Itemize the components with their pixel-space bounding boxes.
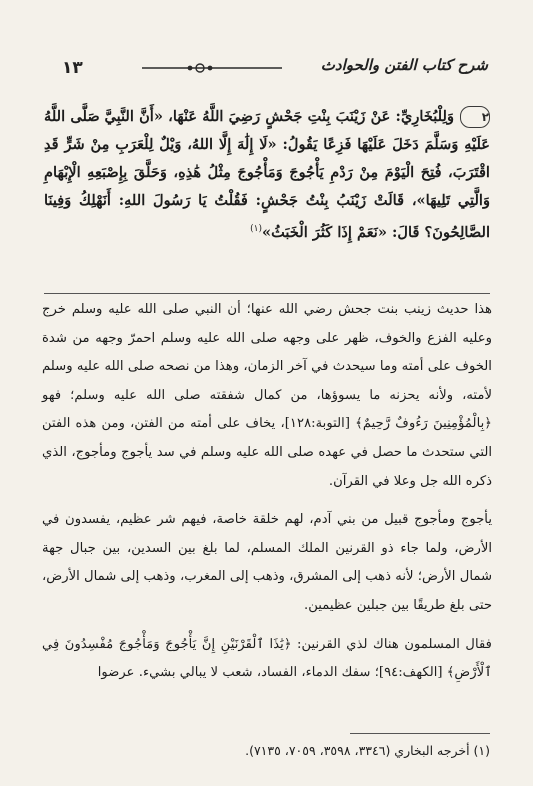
hadith-number-badge: ٢ xyxy=(460,106,490,128)
running-header xyxy=(62,52,488,82)
paragraph-1-line-7: ذكره الله جل وعلا في القرآن. xyxy=(328,473,492,489)
commentary-paragraph-2 xyxy=(42,506,492,620)
paragraph-3-line-1: فقال المسلمون هناك لذي القرنين: ﴿يَٰذَا ٱلْقَرْنَيْنِ إِنَّ يَأْجُوجَ وَمَأْجُوجَ مُفْسِدُونَ xyxy=(64,636,492,652)
commentary-paragraph-1 xyxy=(42,290,492,496)
hadith-text xyxy=(44,103,490,247)
paragraph-1-line-3: على أمته وما سيحدث في آخر الزمان، وهذا من نصحه صلى الله عليه وسلم لأمته، xyxy=(42,359,492,403)
paragraph-2-line-4: وذهب إلى شمال الأرض، حتى بلغ طريقًا بين جبلين عظيمين. xyxy=(42,569,492,613)
paragraph-3-line-2: فِي ٱلْأَرْضِ﴾ [الكهف:٩٤]؛ سفك الدماء، الفساد، شعب لا يبالي بشيء. عرضوا xyxy=(42,636,492,681)
page-number: ١٣ xyxy=(62,58,83,78)
hadith-line-2: صَلَّى اللَّهُ عَلَيْهِ وَسَلَّمَ دَخَلَ عَلَيْهَا فَزِعًا يَقُولُ: «لَا إِلَٰهَ إِلَّا اللهُ، وَيْلٌ لِلْعَرَبِ مِنْ شَرٍّ قَدِ xyxy=(44,108,490,153)
header-ornament-icon xyxy=(142,61,282,75)
commentary-paragraph-3 xyxy=(42,631,492,688)
paragraph-2-line-2: يفسدون في الأرض، ولما جاء ذو القرنين الملك المسلم، لما بلغ بين السدين، xyxy=(42,512,493,556)
header-title: شرح كتاب الفتن والحوادث xyxy=(320,56,488,74)
paragraph-2-line-1: يأجوج ومأجوج قبيل من بني آدم، لهم خلقة خاصة، فيهم شر عظيم، xyxy=(115,512,492,528)
paragraph-1-line-6: التي ستحدث ما حصل في عهده صلى الله عليه وسلم في سد يأجوج ومأجوج، الذي xyxy=(42,444,492,460)
hadith-line-4: وَالَّتِي تَلِيهَا»، قَالَتْ زَيْنَبُ بِنْتُ جَحْشٍ: فَقُلْتُ يَا رَسُولَ اللهِ: أَنَهْلِكُ وَفِينَا xyxy=(44,192,490,209)
paragraph-1-line-1: هذا حديث زينب بنت جحش رضي الله عنها؛ أن النبي صلى الله عليه وسلم خرج xyxy=(42,302,492,317)
hadith-line-1: وَلِلْبُخَارِيِّ: عَنْ زَيْنَبَ بِنْتِ جَحْشٍ رَضِيَ اللَّهُ عَنْهَا، «أَنَّ النَّبِيَّ xyxy=(104,108,455,125)
footnote-separator xyxy=(350,733,490,734)
paragraph-1-line-5: رَءُوفٌ رَّحِيمٌ﴾ [التوبة:١٢٨]، يخاف على أمته من الفتن، ومن هذه الفتن xyxy=(42,416,428,432)
paragraph-1-line-2: وعليه الفزع والخوف، ظهر على وجهه صلى الله عليه وسلم احمرّ وجهه من شدة الخوف xyxy=(42,330,492,375)
hadith-line-3: اقْتَرَبَ، فُتِحَ الْيَوْمَ مِنْ رَدْمِ يَأْجُوجَ وَمَأْجُوجَ مِثْلُ هَٰذِهِ، وَحَلَّقَ بِإِصْبَعِهِ الْإِبْهَامِ xyxy=(44,164,490,181)
footnote-reference: (١) xyxy=(250,224,262,234)
footnote: (١) أخرجه البخاري (٣٣٤٦، ٣٥٩٨، ٧٠٥٩، ٧١٣٥). xyxy=(245,743,490,758)
hadith-line-5: الصَّالِحُونَ؟ قَالَ: «نَعَمْ إِذَا كَثُرَ الْخَبَثُ» xyxy=(261,223,490,241)
paragraph-2-line-3: بين جبال جهة شمال الأرض؛ لأنه ذهب إلى المشرق، وذهب إلى المغرب، xyxy=(42,540,493,585)
commentary-text xyxy=(42,290,492,698)
paragraph-1-line-4: ولأنه يحزنه ما يسوؤها، من كمال شفقته صلى الله عليه وسلم؛ فهو ﴿بِالْمُؤْمِنِينَ xyxy=(42,387,492,432)
